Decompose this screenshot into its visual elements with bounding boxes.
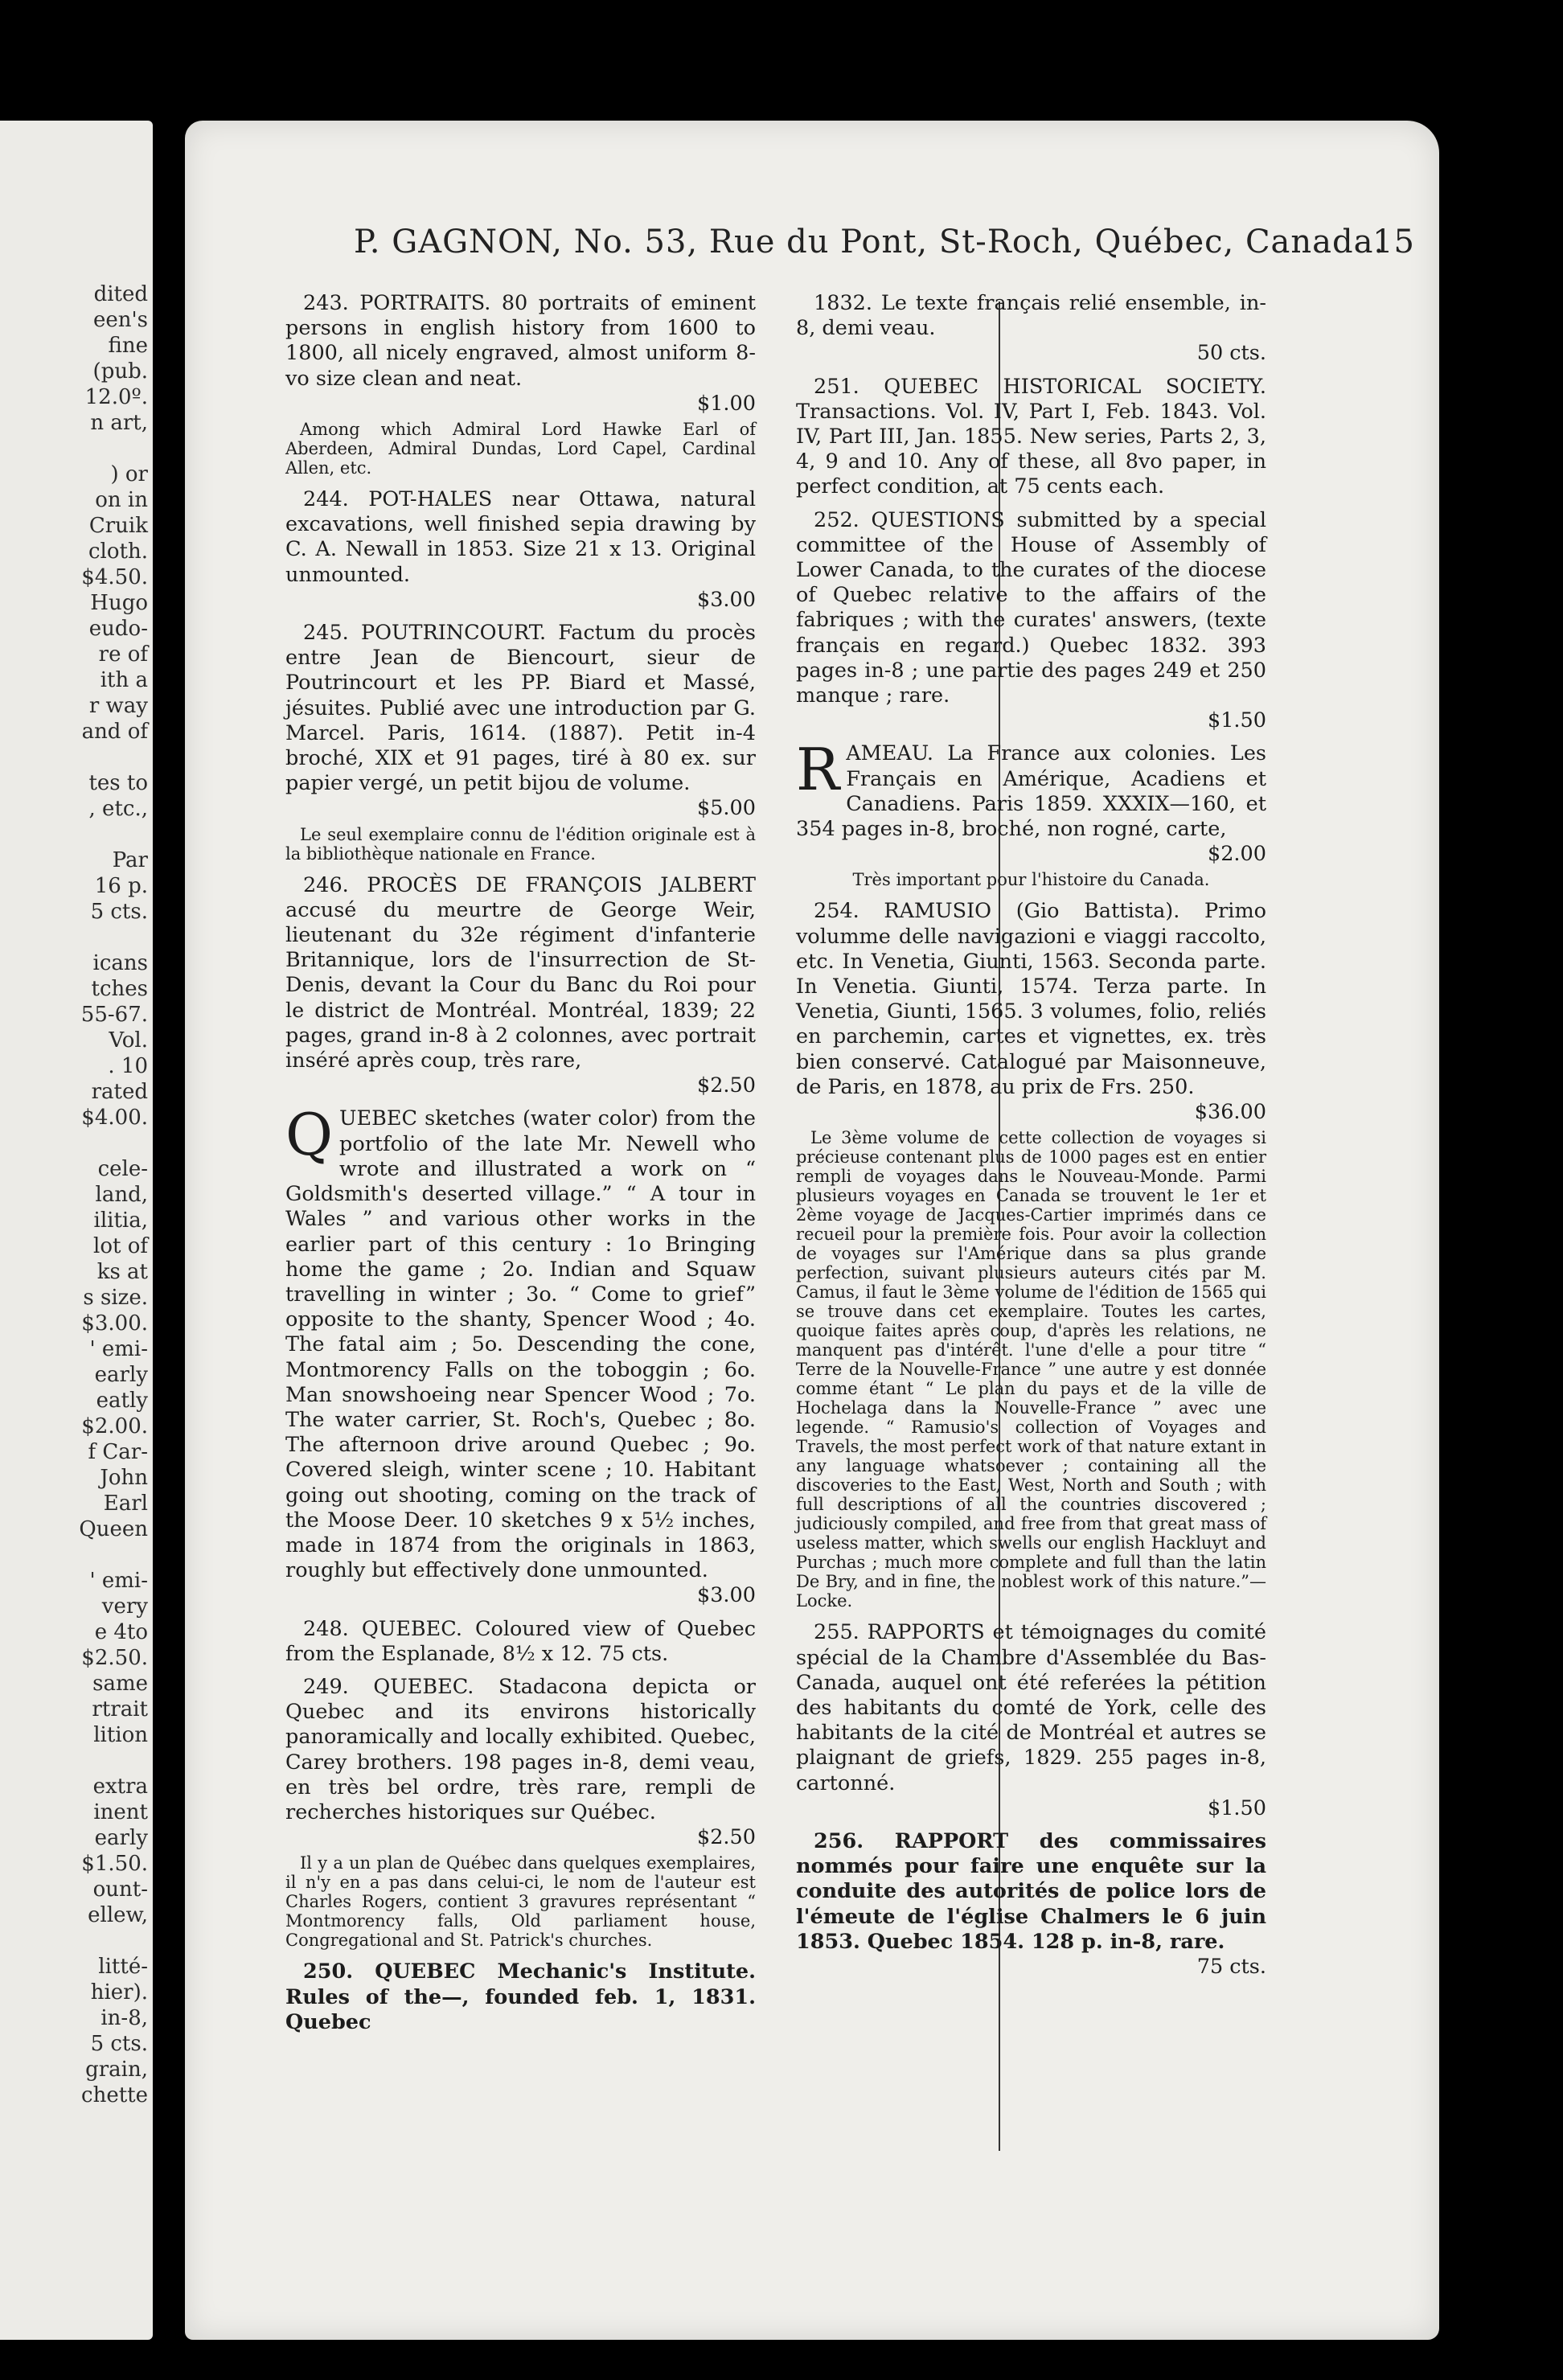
catalogue-entry: [796, 508, 1266, 734]
adjacent-page-fragment: 12.0º.: [84, 385, 148, 409]
adjacent-page-fragment: ilitia,: [93, 1208, 148, 1233]
adjacent-page-fragment: 55-67.: [80, 1003, 148, 1027]
entry-text: 255. RAPPORTS et témoignages du comité spécial de la Chambre d'Assemblée du Bas-Canada, auquel ont été referées la pétition des habitants du comté de York, celle des habitants de la cité de Montréal et autres se plaignant de griefs, 1829. 255 pages in-8, cartonné.: [796, 1620, 1266, 1795]
drop-cap: R: [796, 736, 840, 804]
entry-note: Le seul exemplaire connu de l'édition originale est à la bibliothèque nationale en France.: [285, 824, 756, 864]
adjacent-page-fragment: Par: [112, 848, 148, 872]
adjacent-page-fragment: e 4to: [94, 1620, 148, 1644]
adjacent-page-fragment: chette: [81, 2083, 148, 2107]
drop-cap: Q: [285, 1101, 334, 1169]
entry-text: UEBEC sketches (water color) from the portfolio of the late Mr. Newell who wrote and illustrated a work on “ Goldsmith's deserted village.” “ A tour in Wales ” and various other works in the earlier part of this century : 1o Bringing home the game ; 2o. Indian and Squaw travelling in winter ; 3o. “ Come to grief” opposite to the shanty, Spencer Wood ; 4o. The fatal aim ; 5o. Descending the cone, Montmorency Falls on the toboggin ; 6o. Man snowshoeing near Spencer Wood ; 7o. The water carrier, St. Roch's, Quebec ; 8o. The afternoon drive around Quebec ; 9o. Covered sleigh, winter scene ; 10. Habitant going out shooting, coming on the track of the Moose Deer. 10 sketches 9 x 5½ inches, made in 1874 from the originals in 1863, roughly but effectively done unmounted.: [285, 1106, 756, 1583]
adjacent-page-fragment: fine: [108, 334, 148, 358]
entry-text: 244. POT-HALES near Ottawa, natural excavations, well finished sepia drawing by C. A. Newall in 1853. Size 21 x 13. Original unmounted.: [285, 487, 756, 587]
catalogue-entry: [796, 291, 1266, 367]
adjacent-page-fragment: John: [100, 1466, 148, 1490]
adjacent-page-fragment: $3.00.: [81, 1311, 148, 1336]
adjacent-page-fragment: eudo-: [88, 617, 148, 641]
adjacent-page-fragment: icans: [92, 951, 148, 975]
adjacent-page-fragment: litté-: [98, 1955, 148, 1979]
entry-text: 1832. Le texte français relié ensemble, in-8, demi veau.: [796, 291, 1266, 341]
adjacent-page-fragment: lition: [93, 1723, 148, 1747]
adjacent-page-fragment: hier).: [90, 1980, 148, 2005]
entry-price: $36.00: [1194, 1100, 1266, 1125]
adjacent-page-fragment: rtrait: [92, 1697, 148, 1721]
adjacent-page-fragment: tes to: [88, 771, 148, 795]
adjacent-page-fragment: eatly: [96, 1389, 148, 1413]
entry-price: $2.50: [696, 1825, 756, 1850]
catalogue-entry: [285, 291, 756, 478]
catalogue-entry: [796, 375, 1266, 500]
catalogue-entry: [285, 873, 756, 1099]
entry-text: 243. PORTRAITS. 80 portraits of eminent persons in english history from 1600 to 1800, all nicely engraved, almost uniform 8-vo size clean and neat.: [285, 291, 756, 391]
adjacent-page-fragment: 5 cts.: [90, 2032, 148, 2056]
entry-price: $3.00: [696, 1583, 756, 1608]
adjacent-page-fragment: Earl: [103, 1492, 148, 1516]
adjacent-page-fragment: 5 cts.: [90, 900, 148, 924]
entry-text: 245. POUTRINCOURT. Factum du procès entre Jean de Biencourt, sieur de Poutrincourt et les PP. Biard et Massé, jésuites. Publié avec une introduction par G. Marcel. Paris, 1614. (1887). Petit in-4 broché, XIX et 91 pages, tiré à 80 ex. sur papier vergé, un petit bijou de volume.: [285, 621, 756, 796]
adjacent-page-fragment: $4.00.: [81, 1106, 148, 1130]
adjacent-page-fragment: early: [94, 1363, 148, 1387]
adjacent-page-fragment: on in: [95, 488, 148, 512]
catalogue-entry: [796, 899, 1266, 1611]
adjacent-page-fragment: ' emi-: [89, 1337, 148, 1361]
adjacent-page-fragment: tches: [91, 977, 148, 1001]
adjacent-page-fragment: inent: [93, 1800, 148, 1824]
adjacent-page-fragment: ount-: [92, 1877, 148, 1902]
adjacent-page-edge: [0, 121, 153, 2340]
adjacent-page-fragment: $1.50.: [81, 1852, 148, 1876]
entry-note: Among which Admiral Lord Hawke Earl of Aberdeen, Admiral Dundas, Lord Capel, Cardinal Allen, etc.: [285, 420, 756, 478]
running-header: [354, 224, 1415, 261]
adjacent-page-fragment: ' emi-: [89, 1569, 148, 1593]
catalogue-page: [185, 121, 1439, 2340]
entry-price: $1.50: [1207, 1795, 1266, 1820]
adjacent-page-fragment: rated: [91, 1080, 148, 1104]
header-text: P. GAGNON, No. 53, Rue du Pont, St-Roch, Québec, Canada.: [354, 224, 1385, 261]
right-column: [796, 291, 1266, 1988]
catalogue-entry: [285, 1959, 756, 2035]
adjacent-page-fragment: very: [101, 1594, 148, 1619]
adjacent-page-fragment: 16 p.: [94, 874, 148, 898]
adjacent-page-fragment: f Car-: [88, 1440, 148, 1464]
adjacent-page-fragment: dited: [93, 282, 148, 306]
catalogue-entry: [285, 621, 756, 864]
catalogue-entry: [285, 1617, 756, 1667]
adjacent-page-fragment: ellew,: [88, 1903, 148, 1927]
adjacent-page-fragment: Cruik: [88, 514, 148, 538]
adjacent-page-fragment: Vol.: [109, 1028, 148, 1053]
entry-price: $3.00: [696, 587, 756, 612]
adjacent-page-fragment: $2.00.: [81, 1414, 148, 1438]
adjacent-page-fragment: ) or: [110, 462, 148, 486]
entry-text: 251. QUEBEC HISTORICAL SOCIETY. Transactions. Vol. IV, Part I, Feb. 1843. Vol. IV, Part III, Jan. 1855. New series, Parts 2, 3, 4, 9 and 10. Any of these, all 8vo paper, in perfect condition, at 75 cents each.: [796, 374, 1266, 499]
adjacent-page-fragment: . 10: [108, 1054, 148, 1078]
catalogue-entry: [796, 1829, 1266, 1980]
entry-price: 50 cts.: [1196, 341, 1266, 366]
entry-text: 246. PROCÈS DE FRANÇOIS JALBERT accusé du meurtre de George Weir, lieutenant du 32e régiment d'infanterie Britannique, lors de l'insurrection de St-Denis, devant la Cour du Banc du Roi pour le district de Montréal. Montréal, 1839; 22 pages, grand in-8 à 2 colonnes, avec portrait inséré après coup, très rare,: [285, 872, 756, 1073]
adjacent-page-fragment: in-8,: [101, 2006, 148, 2030]
entry-note: Très important pour l'histoire du Canada.: [852, 870, 1210, 890]
entry-text: 248. QUEBEC. Coloured view of Quebec from the Esplanade, 8½ x 12. 75 cts.: [285, 1616, 756, 1666]
adjacent-page-fragment: een's: [92, 308, 148, 332]
entry-note: Le 3ème volume de cette collection de voyages si précieuse contenant plus de 1000 pages est en entier rempli de voyages dans le Nouveau-Monde. Parmi plusieurs voyages en Canada se trouvent le 1er et 2ème voyage de Jacques-Cartier imprimés dans ce recueil pour la première fois. Pour avoir la collection de voyages sur l'Amérique dans sa plus grande perfection, suivant plusieurs auteurs cités par M. Camus, il faut le 3ème volume de l'édition de 1565 qui se trouve dans cet exemplaire. Toutes les cartes, quoique faites après coup, d'après les relations, ne manquent pas d'intérêt. l'une d'elle a pour titre “ Terre de la Nouvelle-France ” une autre y est donnée comme étant “ Le plan du pays et de la ville de Hochelaga dans la Nouvelle-France ” avec une legende. “ Ramusio's collection of Voyages and Travels, the most perfect work of that nature extant in any language whatsoever ; containing all the discoveries to the East, West, North and South ; with full descriptions of all the countries discovered ; judiciously compiled, and free from that great mass of useless matter, which swells our english Hackluyt and Purchas ; much more complete and full than the latin De Bry, and in fine, the noblest work of this nature.”—Locke.: [796, 1128, 1266, 1611]
adjacent-page-fragment: , etc.,: [88, 797, 148, 821]
entry-note: Il y a un plan de Québec dans quelques exemplaires, il n'y en a pas dans celui-ci, le nom de l'auteur est Charles Rogers, contient 3 gravures représentant “ Montmorency falls, Old parliament house, Congregational and St. Patrick's churches.: [285, 1853, 756, 1951]
catalogue-entry: [285, 1101, 756, 1608]
entry-price: $1.00: [696, 391, 756, 416]
adjacent-page-fragment: and of: [81, 720, 148, 744]
adjacent-page-fragment: ks at: [96, 1260, 148, 1284]
entry-text: 254. RAMUSIO (Gio Battista). Primo volumme delle navigazioni e viaggi raccolto, etc. In Venetia, Giunti, 1563. Seconda parte. In Venetia. Giunti, 1574. Terza parte. In Venetia, Giunti, 1565. 3 volumes, folio, reliés en parchemin, cartes et vignettes, ex. très bien conservé. Catalogué par Maisonneuve, de Paris, en 1878, au prix de Frs. 250.: [796, 899, 1266, 1099]
catalogue-entry: [796, 736, 1266, 890]
entry-price: 75 cts.: [1196, 1954, 1266, 1979]
adjacent-page-fragment: grain,: [85, 2058, 148, 2082]
adjacent-page-fragment: s size.: [83, 1286, 148, 1310]
entry-price: $1.50: [1207, 708, 1266, 733]
adjacent-page-fragment: extra: [92, 1775, 148, 1799]
adjacent-page-fragment: same: [92, 1672, 148, 1696]
entry-text: AMEAU. La France aux colonies. Les Français en Amérique, Acadiens et Canadiens. Paris 1859. XXXIX—160, et 354 pages in-8, broché, non rogné, carte,: [796, 741, 1266, 842]
adjacent-page-fragment: ith a: [100, 668, 148, 692]
adjacent-page-fragment: land,: [95, 1183, 148, 1207]
entry-price: $2.00: [1207, 842, 1266, 867]
entry-price: $2.50: [696, 1073, 756, 1098]
adjacent-page-fragment: $2.50.: [81, 1646, 148, 1670]
left-column: [285, 291, 756, 2043]
entry-text: 252. QUESTIONS submitted by a special committee of the House of Assembly of Lower Canada, to the curates of the diocese of Quebec relative to the affairs of the fabriques ; with the curates' answers, (texte français en regard.) Quebec 1832. 393 pages in-8 ; une partie des pages 249 et 250 manque ; rare.: [796, 507, 1266, 708]
adjacent-page-fragment: (pub.: [92, 359, 148, 384]
adjacent-page-fragment: early: [94, 1826, 148, 1850]
entry-price: $5.00: [696, 796, 756, 821]
adjacent-page-fragment: lot of: [93, 1234, 148, 1258]
adjacent-page-fragment: Hugo: [90, 591, 148, 615]
adjacent-page-fragment: Queen: [79, 1517, 148, 1541]
catalogue-entry: [285, 1675, 756, 1950]
entry-text: 249. QUEBEC. Stadacona depicta or Quebec and its environs historically panoramically and locally exhibited. Quebec, Carey brothers. 198 pages in-8, demi veau, en très bel ordre, très rare, rempli de recherches historiques sur Québec.: [285, 1674, 756, 1824]
adjacent-page-fragment: $4.50.: [81, 565, 148, 589]
adjacent-page-fragment: re of: [98, 642, 148, 667]
adjacent-page-fragment: cele-: [97, 1157, 148, 1181]
adjacent-page-fragment: n art,: [90, 411, 148, 435]
page-number: 15: [1372, 224, 1415, 261]
adjacent-page-fragment: cloth.: [88, 540, 148, 564]
entry-text: 256. RAPPORT des commissaires nommés pour faire une enquête sur la conduite des autorités de police lors de l'émeute de l'église Chalmers le 6 juin 1853. Quebec 1854. 128 p. in-8, rare.: [796, 1828, 1266, 1954]
catalogue-entry: [796, 1620, 1266, 1821]
catalogue-entry: [285, 487, 756, 613]
adjacent-page-fragment: r way: [88, 694, 148, 718]
entry-text: 250. QUEBEC Mechanic's Institute. Rules of the—, founded feb. 1, 1831. Quebec: [285, 1959, 756, 2034]
